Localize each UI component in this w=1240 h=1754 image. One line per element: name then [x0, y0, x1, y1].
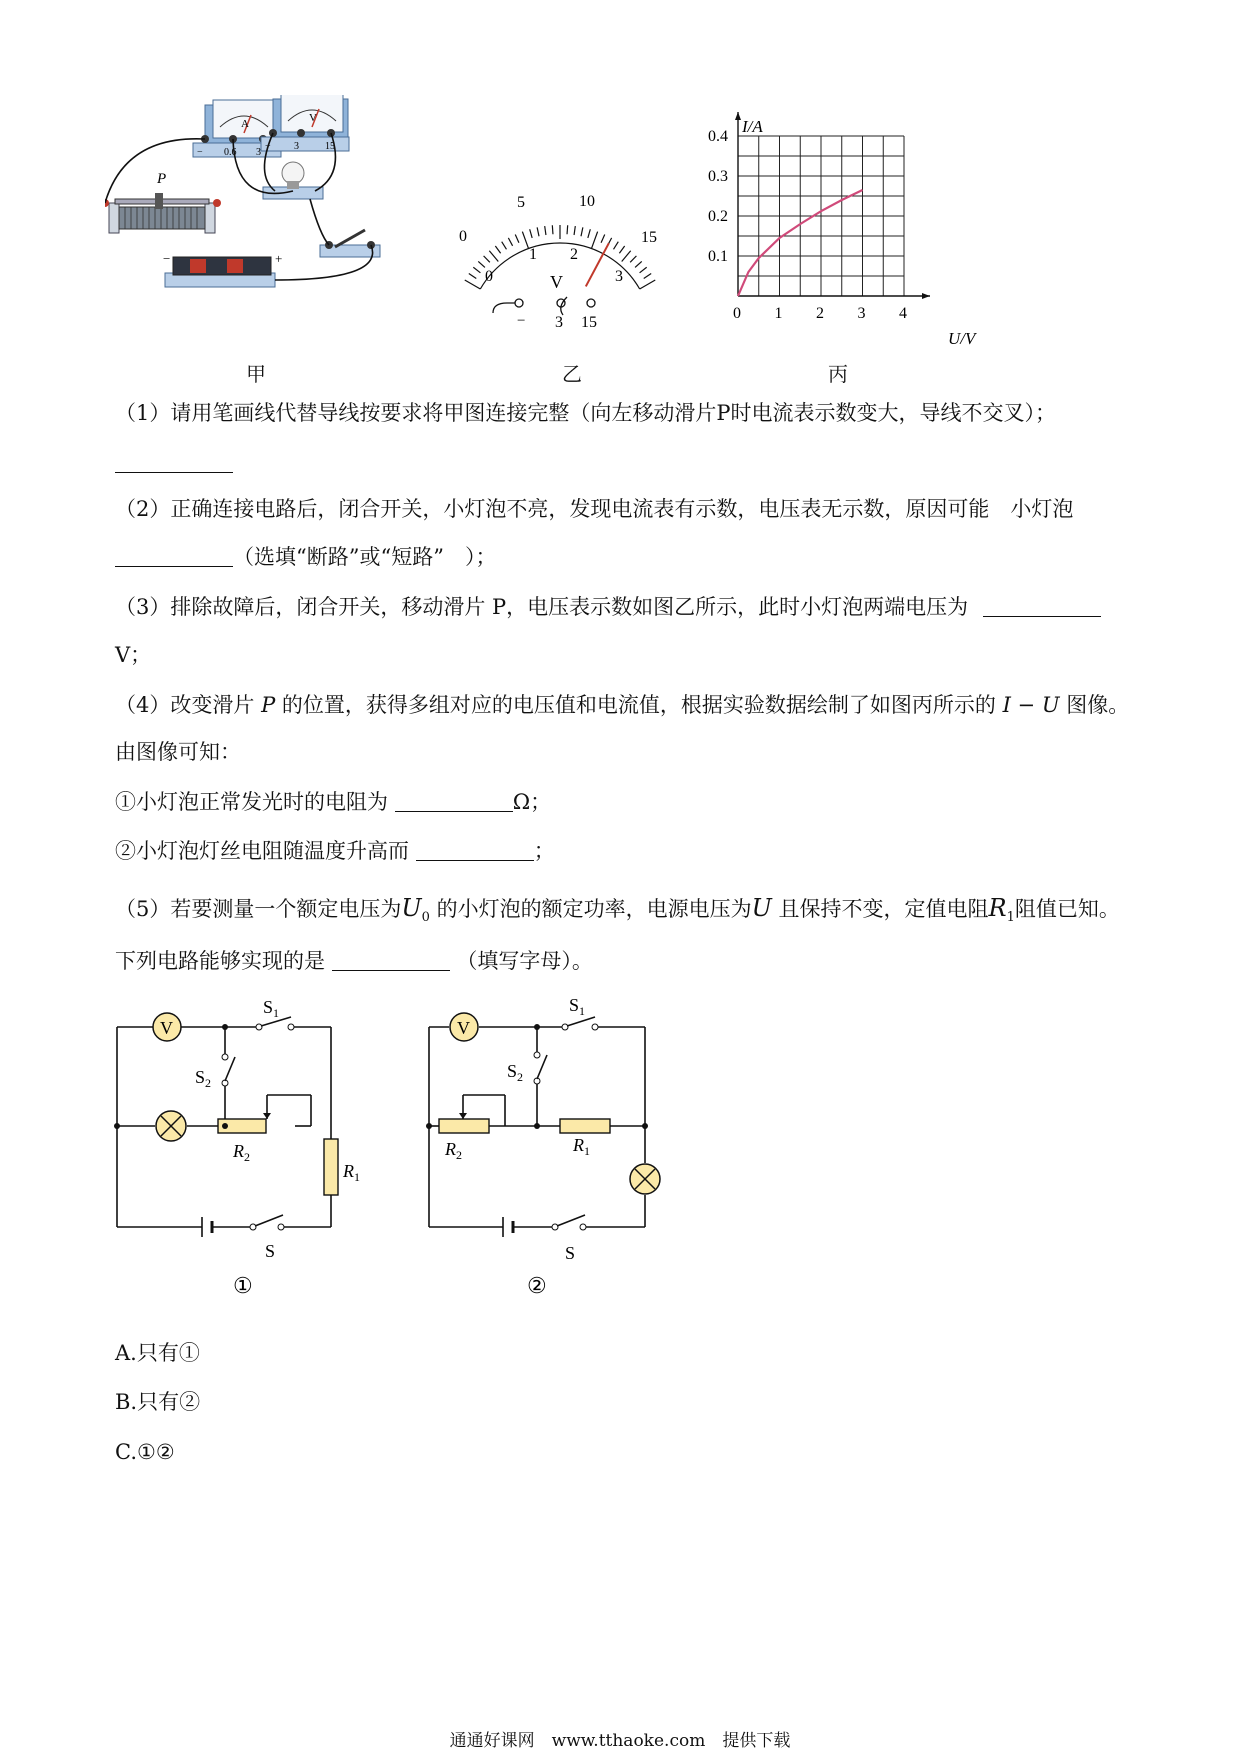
dial-tick: [508, 238, 512, 246]
chart-y-tick: 0.4: [708, 128, 728, 145]
circuit-1-s1: $S_1$: [263, 997, 280, 1020]
question-1: [115, 398, 1056, 428]
question-4-part-2-end: ；: [533, 839, 555, 863]
dial-tick: [630, 256, 636, 262]
answer-blank-5[interactable]: [332, 948, 450, 971]
dial-tick: [478, 261, 485, 267]
question-3-text: （3）排除故障后，闭合开关，移动滑片 P，电压表示数如图乙所示，此时小灯泡两端电压为: [115, 595, 969, 619]
circuit-1-r1: $R_1$: [343, 1161, 360, 1184]
question-4-intro: 由图像可知：: [115, 740, 241, 764]
dial-tick: [469, 273, 476, 278]
circuit-1-s2: $S_2$: [195, 1067, 212, 1090]
chart-y-tick: 0.3: [708, 168, 728, 185]
dial-tick: [495, 246, 500, 253]
question-4-text-a: （4）改变滑片: [115, 693, 255, 717]
dial-needle: [586, 243, 609, 286]
dial-tick: [545, 226, 546, 235]
circuit-2-r2: $R_2$: [445, 1139, 462, 1162]
question-4-part-2-text: ②小灯泡灯丝电阻随温度升高而: [115, 839, 409, 863]
dial-tick: [588, 229, 590, 238]
dial-tick: [552, 225, 553, 234]
dial-tick: [567, 225, 568, 234]
question-4-line-1: [115, 690, 1129, 720]
circuit-2-label: ②: [527, 1273, 547, 1295]
circuit-1: [105, 995, 380, 1295]
circuit-2-r1: $R_1$: [573, 1135, 590, 1158]
question-5-text-a: （5）若要测量一个额定电压为: [115, 897, 402, 921]
chart-y-arrow: [735, 112, 741, 120]
question-4-var-p: P: [261, 693, 276, 717]
dial-tick: [465, 280, 481, 289]
switch: [320, 230, 380, 257]
dial-tick: [591, 232, 597, 249]
question-4-part-2: [115, 836, 555, 866]
ammeter-terminal-06: 0.6: [224, 147, 237, 158]
dial-terminal-15: 15: [581, 314, 597, 331]
chart-xlabel: U/V: [948, 329, 976, 348]
question-5-line-2: [115, 946, 593, 976]
dial-inner-0: 0: [485, 268, 493, 285]
question-3-line-1: [115, 592, 1101, 622]
chart-y-tick: 0.1: [708, 248, 728, 265]
question-5-var-u: U: [751, 894, 772, 922]
dial-tick: [530, 229, 532, 238]
battery-pack: [163, 251, 282, 287]
question-2-text: （2）正确连接电路后，闭合开关，小灯泡不亮，发现电流表有示数，电压表无示数，原因可能 小灯泡: [115, 497, 1074, 521]
question-5-text-e: 下列电路能够实现的是: [115, 949, 325, 973]
question-4-var-iu: I − U: [1002, 693, 1060, 717]
chart-x-tick: 4: [899, 305, 907, 322]
ammeter-terminal-neg: −: [197, 147, 203, 158]
question-2-hint: （选填“断路”或“短路” ）；: [233, 545, 497, 569]
dial-inner-1: 1: [529, 246, 537, 263]
chart-x-tick: 0: [733, 305, 741, 322]
dial-tick: [473, 267, 480, 273]
question-5-var-r1: R: [988, 894, 1007, 922]
ammeter-unit: A: [241, 118, 249, 130]
voltmeter-terminal-neg: −: [265, 141, 271, 152]
dial-tick: [484, 256, 490, 262]
option-c[interactable]: C.①②: [115, 1440, 175, 1464]
voltmeter-terminal-3: 3: [294, 141, 299, 152]
question-4-part-1: [115, 787, 551, 817]
answer-blank-4a[interactable]: [395, 789, 513, 812]
question-1-answer: [115, 448, 233, 478]
voltmeter-terminal-15: 15: [325, 141, 335, 152]
figure-bing-chart: [690, 110, 980, 360]
dial-terminal-neg: −: [517, 313, 526, 329]
dial-outer-15: 15: [641, 229, 657, 246]
question-3-unit: V；: [115, 643, 152, 667]
dial-outer-10: 10: [579, 193, 595, 210]
circuit-1-s: S: [265, 1241, 276, 1261]
dial-tick: [622, 251, 631, 262]
page-footer: 通通好课网 www.tthaoke.com 提供下载: [449, 1731, 791, 1751]
question-2-line-1: [115, 494, 1073, 524]
battery-plus: +: [275, 251, 283, 266]
dial-tick: [640, 267, 647, 273]
dial-tick: [619, 246, 624, 253]
option-b[interactable]: B.只有②: [115, 1390, 201, 1414]
circuit-2: [415, 995, 690, 1295]
battery-minus: −: [163, 251, 171, 266]
rheostat: [105, 171, 221, 233]
question-4-line-2: [115, 737, 241, 767]
question-5-line-1: [115, 893, 1120, 933]
figure-yi-label: 乙: [562, 362, 582, 386]
chart-x-tick: 1: [774, 305, 783, 322]
dial-meter-symbol: V: [550, 272, 563, 292]
question-4-text-b: 的位置，获得多组对应的电压值和电流值，根据实验数据绘制了如图丙所示的: [281, 693, 996, 717]
dial-tick: [502, 242, 507, 250]
dial-tick: [635, 261, 642, 267]
dial-tick: [640, 280, 656, 289]
question-5-var-u0: U: [401, 894, 422, 922]
circuit-2-s: S: [565, 1243, 576, 1263]
figure-yi-dial: [445, 185, 675, 335]
chart-x-tick: 3: [857, 305, 866, 322]
question-5-text-d: 阻值已知。: [1014, 897, 1120, 921]
circuit-2-s1: $S_1$: [569, 995, 586, 1018]
answer-blank-2[interactable]: [115, 544, 233, 567]
dial-tick: [601, 235, 605, 243]
question-2-line-2: [115, 542, 496, 572]
question-4-part-1-unit: Ω；: [512, 790, 552, 814]
chart-x-tick: 2: [816, 305, 824, 322]
chart-y-tick: 0.2: [708, 208, 728, 225]
question-5-var-u0-sub: 0: [421, 910, 430, 926]
dial-outer-0: 0: [459, 228, 467, 245]
dial-outer-5: 5: [517, 194, 525, 211]
figure-jia-label: 甲: [246, 362, 266, 386]
answer-blank-3[interactable]: [983, 594, 1101, 617]
dial-inner-3: 3: [615, 268, 623, 285]
chart-ylabel: I/A: [742, 117, 763, 136]
dial-tick: [614, 242, 619, 250]
question-5-text-b: 的小灯泡的额定功率，电源电压为: [436, 897, 752, 921]
question-5-var-r1-sub: 1: [1006, 910, 1015, 926]
dial-inner-2: 2: [570, 246, 578, 263]
circuit-1-meter: V: [160, 1018, 173, 1038]
circuit-2-s2: $S_2$: [507, 1061, 524, 1084]
question-3-line-2: [115, 640, 151, 670]
question-5-text-c: 且保持不变，定值电阻: [778, 897, 989, 921]
voltmeter-unit: V: [309, 112, 317, 124]
dial-terminals: [493, 297, 597, 331]
answer-blank-1[interactable]: [115, 450, 233, 473]
question-4-part-1-text: ①小灯泡正常发光时的电阻为: [115, 790, 388, 814]
dial-terminal-3: 3: [555, 314, 563, 331]
dial-tick: [522, 232, 528, 249]
chart-x-arrow: [922, 293, 930, 299]
chart-grid: [738, 136, 904, 296]
question-1-text: （1）请用笔画线代替导线按要求将甲图连接完整（向左移动滑片P时电流表示数变大，导线不交叉）；: [115, 401, 1056, 425]
option-a[interactable]: A.只有①: [115, 1341, 200, 1365]
dial-tick: [644, 273, 651, 278]
slider-label: P: [157, 171, 167, 187]
question-5-text-f: （填写字母）。: [456, 949, 593, 973]
dial-tick: [489, 251, 498, 262]
question-4-text-c: 图像。: [1066, 693, 1130, 717]
dial-tick: [574, 226, 575, 235]
dial-tick: [537, 227, 539, 236]
voltmeter: [261, 95, 349, 152]
figure-jia-apparatus: [105, 95, 450, 335]
figure-bing-label: 丙: [828, 362, 848, 386]
ammeter-terminal-3: 3: [256, 147, 261, 158]
dial-tick: [515, 235, 519, 243]
dial-tick: [581, 227, 583, 236]
circuit-2-meter: V: [457, 1018, 470, 1038]
answer-blank-4b[interactable]: [416, 838, 534, 861]
circuit-1-r2: $R_2$: [233, 1141, 250, 1164]
circuit-1-label: ①: [233, 1273, 253, 1295]
